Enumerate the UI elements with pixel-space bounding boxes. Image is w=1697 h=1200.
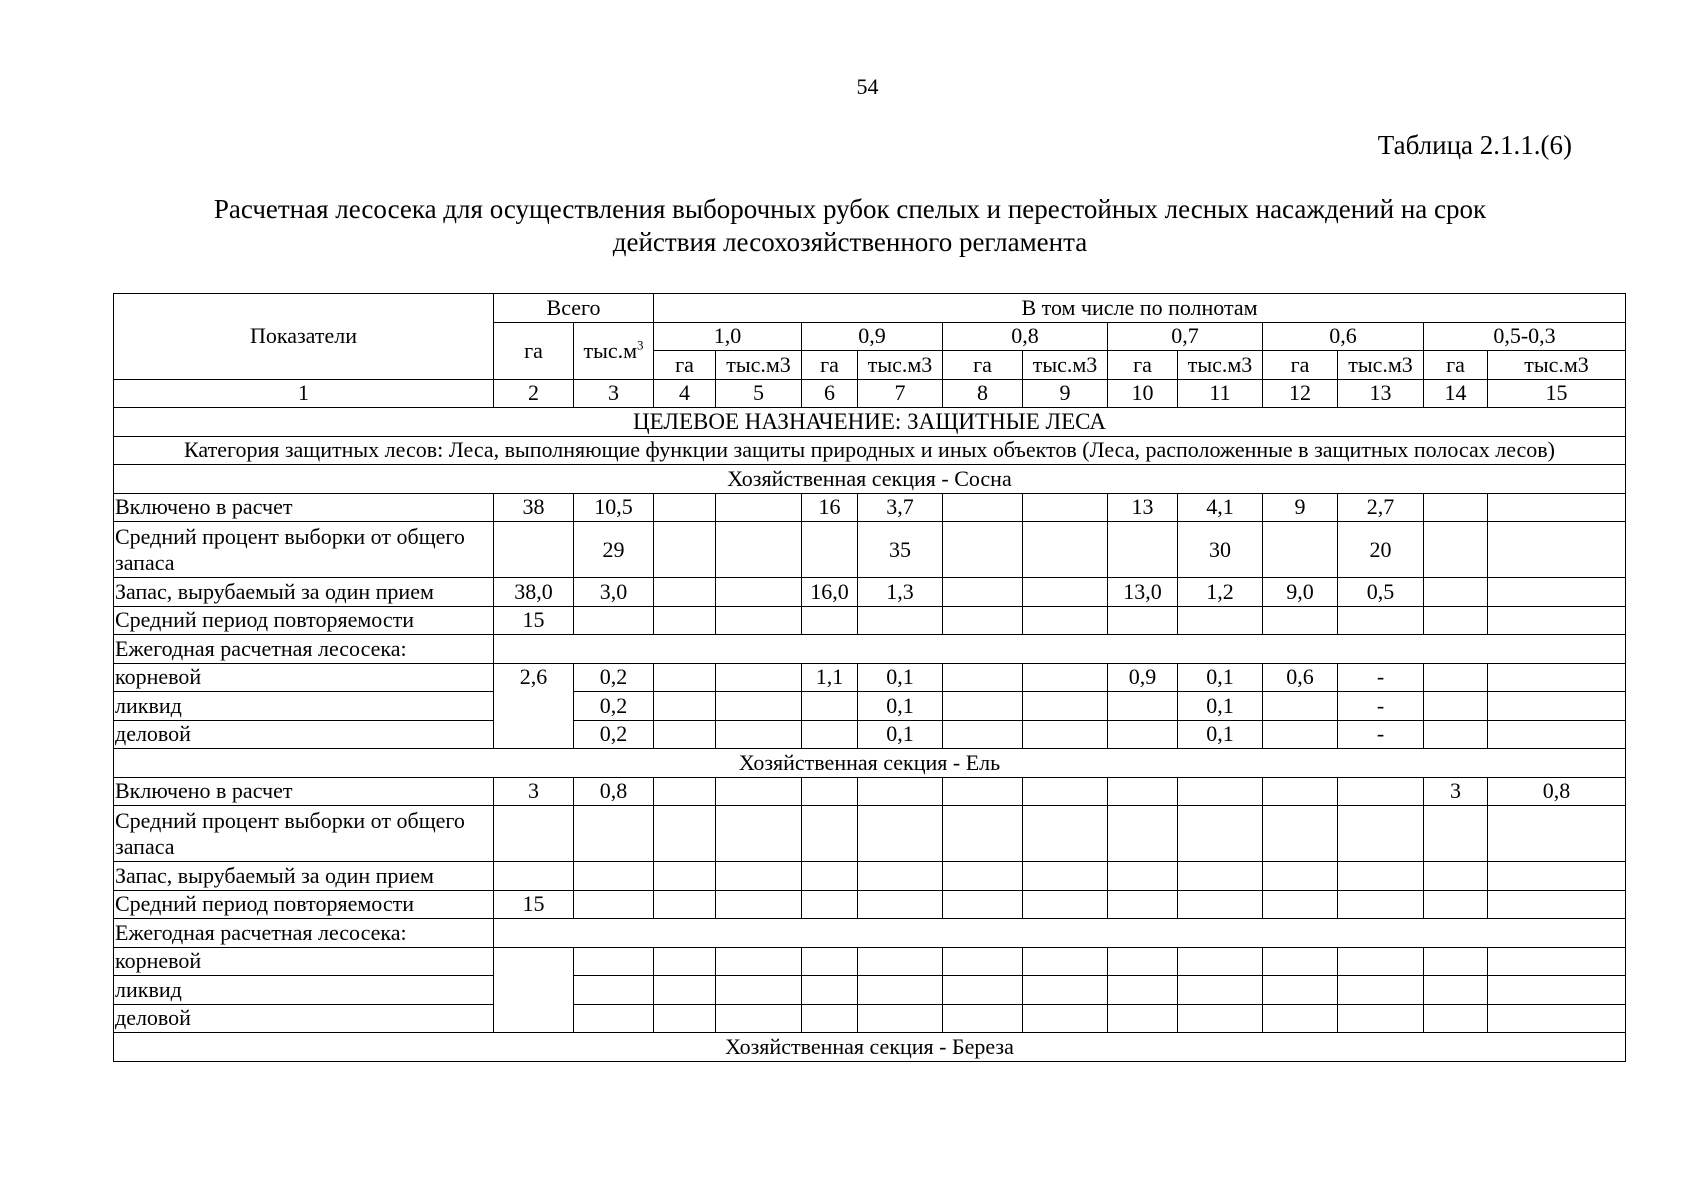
row-label: Запас, вырубаемый за один прием	[114, 578, 494, 607]
data-cell: -	[1338, 720, 1424, 749]
data-cell	[1424, 862, 1488, 891]
unit-ha: га	[943, 351, 1023, 380]
data-cell	[1488, 663, 1626, 692]
data-cell	[802, 890, 858, 919]
data-cell	[1178, 890, 1263, 919]
data-cell	[716, 1004, 802, 1033]
data-cell: 3,7	[858, 493, 943, 522]
column-number: 9	[1023, 379, 1108, 408]
purpose-row: ЦЕЛЕВОЕ НАЗНАЧЕНИЕ: ЗАЩИТНЫЕ ЛЕСА	[114, 408, 1626, 437]
unit-ha: га	[654, 351, 716, 380]
row-label: Включено в расчет	[114, 777, 494, 806]
data-cell	[716, 493, 802, 522]
data-cell	[858, 1004, 943, 1033]
data-cell	[1263, 692, 1338, 721]
data-cell	[858, 976, 943, 1005]
data-cell	[858, 777, 943, 806]
cutting-area-table	[113, 293, 1626, 1062]
data-cell	[1338, 862, 1424, 891]
unit-volume: тыс.м3	[1338, 351, 1424, 380]
data-cell	[1178, 1004, 1263, 1033]
data-cell	[1488, 1004, 1626, 1033]
table-row	[114, 1004, 1626, 1033]
data-cell	[1108, 862, 1178, 891]
category-row: Категория защитных лесов: Леса, выполняющие функции защиты природных и иных объектов (Леса, расположенные в защитных полосах лесов)	[114, 436, 1626, 465]
data-cell	[802, 522, 858, 578]
data-cell	[1023, 522, 1108, 578]
data-cell: 29	[574, 522, 654, 578]
empty-span-cell	[494, 919, 1626, 948]
data-cell	[654, 663, 716, 692]
data-cell	[654, 976, 716, 1005]
data-cell	[1263, 806, 1338, 862]
data-cell	[1023, 493, 1108, 522]
header-by-density: В том числе по полнотам	[654, 294, 1626, 323]
unit-ha: га	[1424, 351, 1488, 380]
data-cell	[1424, 890, 1488, 919]
table-row	[114, 692, 1626, 721]
data-cell	[574, 806, 654, 862]
data-cell	[1023, 720, 1108, 749]
data-cell	[716, 890, 802, 919]
data-cell: 30	[1178, 522, 1263, 578]
data-cell	[943, 578, 1023, 607]
data-cell	[858, 606, 943, 635]
table-row	[114, 720, 1626, 749]
column-number: 7	[858, 379, 943, 408]
data-cell	[716, 692, 802, 721]
data-cell	[1023, 777, 1108, 806]
data-cell	[654, 493, 716, 522]
title-line-1: Расчетная лесосека для осуществления выборочных рубок спелых и перестойных лесных насаждений на срок	[213, 194, 1487, 224]
row-label: деловой	[114, 1004, 494, 1033]
table-row	[114, 947, 1626, 976]
data-cell: 15	[494, 890, 574, 919]
data-cell: 1,3	[858, 578, 943, 607]
data-cell: 16	[802, 493, 858, 522]
density-header: 1,0	[654, 322, 802, 351]
data-cell	[943, 522, 1023, 578]
unit-volume: тыс.м3	[1178, 351, 1263, 380]
data-cell: 9,0	[1263, 578, 1338, 607]
data-cell	[802, 976, 858, 1005]
unit-volume: тыс.м3	[858, 351, 943, 380]
data-cell	[1178, 947, 1263, 976]
data-cell	[1488, 692, 1626, 721]
data-cell	[654, 522, 716, 578]
density-header: 0,7	[1108, 322, 1263, 351]
data-cell	[1263, 890, 1338, 919]
data-cell: 9	[1263, 493, 1338, 522]
density-header: 0,9	[802, 322, 943, 351]
data-cell	[858, 947, 943, 976]
column-number: 11	[1178, 379, 1263, 408]
data-cell	[716, 606, 802, 635]
header-total: Всего	[494, 294, 654, 323]
data-cell	[1338, 890, 1424, 919]
column-number: 5	[716, 379, 802, 408]
row-label: Средний период повторяемости	[114, 606, 494, 635]
data-cell: 0,5	[1338, 578, 1424, 607]
unit-volume: тыс.м3	[1023, 351, 1108, 380]
data-cell	[943, 777, 1023, 806]
row-label: корневой	[114, 663, 494, 692]
row-label: Запас, вырубаемый за один прием	[114, 862, 494, 891]
title-line-2: действия лесохозяйственного регламента	[612, 227, 1088, 257]
density-header: 0,8	[943, 322, 1108, 351]
data-cell	[1263, 862, 1338, 891]
row-label: Ежегодная расчетная лесосека:	[114, 919, 494, 948]
data-cell: 3	[1424, 777, 1488, 806]
data-cell	[943, 806, 1023, 862]
data-cell	[858, 890, 943, 919]
data-cell	[943, 862, 1023, 891]
column-number: 3	[574, 379, 654, 408]
table-row	[114, 976, 1626, 1005]
data-cell	[1424, 578, 1488, 607]
data-cell	[1424, 522, 1488, 578]
row-label: ликвид	[114, 692, 494, 721]
row-label: Средний процент выборки от общего запаса	[114, 522, 494, 578]
data-cell	[1108, 806, 1178, 862]
data-cell: 3	[494, 777, 574, 806]
data-cell	[1178, 862, 1263, 891]
data-cell	[1488, 720, 1626, 749]
row-label: ликвид	[114, 976, 494, 1005]
data-cell	[716, 522, 802, 578]
data-cell	[1263, 976, 1338, 1005]
section-title: Хозяйственная секция - Сосна	[114, 465, 1626, 494]
column-number: 10	[1108, 379, 1178, 408]
data-cell	[654, 606, 716, 635]
data-cell	[654, 578, 716, 607]
data-cell	[494, 947, 574, 1033]
data-cell	[1263, 606, 1338, 635]
data-cell	[1108, 606, 1178, 635]
column-number-row	[114, 379, 1626, 408]
section-title: Хозяйственная секция - Береза	[114, 1033, 1626, 1062]
data-cell: 2,6	[494, 663, 574, 749]
data-cell	[654, 806, 716, 862]
data-cell	[1424, 663, 1488, 692]
data-cell: 0,2	[574, 720, 654, 749]
data-cell	[716, 947, 802, 976]
data-cell	[1023, 947, 1108, 976]
data-cell	[1424, 692, 1488, 721]
column-number: 1	[114, 379, 494, 408]
data-cell	[574, 1004, 654, 1033]
data-cell: 38,0	[494, 578, 574, 607]
data-cell	[1108, 522, 1178, 578]
data-cell	[1023, 890, 1108, 919]
header-indicators: Показатели	[114, 294, 494, 380]
data-cell	[716, 578, 802, 607]
data-cell: 0,1	[858, 692, 943, 721]
row-label: Средний процент выборки от общего запаса	[114, 806, 494, 862]
document-title	[180, 193, 1520, 259]
density-header: 0,5-0,3	[1424, 322, 1626, 351]
data-cell	[574, 976, 654, 1005]
data-cell	[494, 862, 574, 891]
data-cell: 4,1	[1178, 493, 1263, 522]
data-cell	[802, 692, 858, 721]
data-cell: 0,1	[858, 663, 943, 692]
column-number: 4	[654, 379, 716, 408]
data-cell	[1424, 976, 1488, 1005]
data-cell: 15	[494, 606, 574, 635]
data-cell: 16,0	[802, 578, 858, 607]
data-cell	[654, 890, 716, 919]
data-cell	[1108, 1004, 1178, 1033]
data-cell	[1023, 663, 1108, 692]
data-cell	[802, 947, 858, 976]
data-cell	[943, 692, 1023, 721]
data-cell	[1338, 606, 1424, 635]
unit-ha: га	[802, 351, 858, 380]
data-cell	[654, 947, 716, 976]
header-total-ha: га	[494, 322, 574, 379]
data-cell	[716, 806, 802, 862]
row-label: Средний период повторяемости	[114, 890, 494, 919]
data-cell	[1424, 606, 1488, 635]
row-label: корневой	[114, 947, 494, 976]
data-cell	[1108, 692, 1178, 721]
data-cell	[858, 806, 943, 862]
data-cell	[1023, 692, 1108, 721]
data-cell	[1263, 947, 1338, 976]
data-cell	[1424, 1004, 1488, 1033]
data-cell	[1488, 578, 1626, 607]
column-number: 8	[943, 379, 1023, 408]
data-cell	[802, 720, 858, 749]
table-row	[114, 522, 1626, 578]
data-cell	[1023, 606, 1108, 635]
page-number: 54	[856, 74, 879, 99]
data-cell: 0,2	[574, 663, 654, 692]
data-cell	[654, 692, 716, 721]
data-cell	[943, 663, 1023, 692]
data-cell	[1488, 862, 1626, 891]
data-cell	[943, 1004, 1023, 1033]
data-cell	[1424, 947, 1488, 976]
data-cell	[1108, 947, 1178, 976]
data-cell	[858, 862, 943, 891]
data-cell	[494, 522, 574, 578]
data-cell	[943, 890, 1023, 919]
data-cell: 20	[1338, 522, 1424, 578]
data-cell	[802, 806, 858, 862]
data-cell	[1263, 1004, 1338, 1033]
table-row	[114, 493, 1626, 522]
unit-ha: га	[1108, 351, 1178, 380]
row-label: Включено в расчет	[114, 493, 494, 522]
data-cell	[574, 947, 654, 976]
data-cell: 0,8	[574, 777, 654, 806]
data-cell: -	[1338, 663, 1424, 692]
table-row	[114, 635, 1626, 664]
data-cell	[1178, 777, 1263, 806]
table-row	[114, 919, 1626, 948]
data-cell	[1488, 806, 1626, 862]
density-header: 0,6	[1263, 322, 1424, 351]
data-cell	[1023, 806, 1108, 862]
data-cell	[654, 1004, 716, 1033]
header-total-volume: $тыс.м^3$	[574, 322, 654, 379]
data-cell	[574, 606, 654, 635]
data-cell	[1338, 976, 1424, 1005]
data-cell	[802, 606, 858, 635]
data-cell	[1424, 806, 1488, 862]
data-cell	[802, 1004, 858, 1033]
data-cell	[943, 947, 1023, 976]
column-number: 12	[1263, 379, 1338, 408]
section-title: Хозяйственная секция - Ель	[114, 749, 1626, 778]
data-cell	[1488, 606, 1626, 635]
unit-ha: га	[1263, 351, 1338, 380]
data-cell: 0,2	[574, 692, 654, 721]
data-cell	[1424, 720, 1488, 749]
data-cell	[1338, 806, 1424, 862]
data-cell	[1178, 806, 1263, 862]
data-cell: -	[1338, 692, 1424, 721]
table-row	[114, 663, 1626, 692]
table-row	[114, 862, 1626, 891]
data-cell	[1488, 976, 1626, 1005]
data-cell	[494, 806, 574, 862]
column-number: 14	[1424, 379, 1488, 408]
data-cell	[802, 777, 858, 806]
table-row	[114, 777, 1626, 806]
data-cell	[1488, 493, 1626, 522]
data-cell	[716, 862, 802, 891]
table-row	[114, 890, 1626, 919]
data-cell	[1338, 777, 1424, 806]
data-cell	[1108, 890, 1178, 919]
column-number: 13	[1338, 379, 1424, 408]
data-cell	[716, 777, 802, 806]
column-number: 6	[802, 379, 858, 408]
data-cell: 0,1	[1178, 663, 1263, 692]
data-cell	[943, 720, 1023, 749]
data-cell	[1488, 947, 1626, 976]
data-cell	[1108, 976, 1178, 1005]
data-cell: 0,1	[1178, 720, 1263, 749]
empty-span-cell	[494, 635, 1626, 664]
data-cell: 3,0	[574, 578, 654, 607]
data-cell: 38	[494, 493, 574, 522]
data-cell	[654, 862, 716, 891]
data-cell	[574, 862, 654, 891]
data-cell	[943, 493, 1023, 522]
table-row	[114, 806, 1626, 862]
data-cell: 13,0	[1108, 578, 1178, 607]
data-cell	[716, 720, 802, 749]
data-cell	[654, 777, 716, 806]
data-cell	[1178, 606, 1263, 635]
data-cell	[1424, 493, 1488, 522]
table-row	[114, 578, 1626, 607]
data-cell	[1108, 777, 1178, 806]
data-cell: 1,1	[802, 663, 858, 692]
data-cell: 0,1	[1178, 692, 1263, 721]
data-cell	[716, 663, 802, 692]
data-cell	[1108, 720, 1178, 749]
table-reference: Таблица 2.1.1.(6)	[1377, 130, 1572, 160]
data-cell: 35	[858, 522, 943, 578]
data-cell	[1263, 720, 1338, 749]
data-cell	[1023, 976, 1108, 1005]
data-cell	[1263, 522, 1338, 578]
data-cell: 0,6	[1263, 663, 1338, 692]
data-cell: 2,7	[1338, 493, 1424, 522]
data-cell: 1,2	[1178, 578, 1263, 607]
data-cell: 0,9	[1108, 663, 1178, 692]
column-number: 15	[1488, 379, 1626, 408]
data-cell: 13	[1108, 493, 1178, 522]
row-label: деловой	[114, 720, 494, 749]
data-cell: 0,8	[1488, 777, 1626, 806]
data-cell: 0,1	[858, 720, 943, 749]
unit-volume: тыс.м3	[1488, 351, 1626, 380]
data-cell	[943, 606, 1023, 635]
column-number: 2	[494, 379, 574, 408]
data-cell	[574, 890, 654, 919]
data-cell	[1488, 522, 1626, 578]
data-cell	[1338, 947, 1424, 976]
data-cell	[1488, 890, 1626, 919]
row-label: Ежегодная расчетная лесосека:	[114, 635, 494, 664]
data-cell	[943, 976, 1023, 1005]
data-cell	[802, 862, 858, 891]
data-cell: 10,5	[574, 493, 654, 522]
data-cell	[1023, 862, 1108, 891]
data-cell	[1023, 578, 1108, 607]
data-cell	[1338, 1004, 1424, 1033]
data-cell	[1023, 1004, 1108, 1033]
unit-volume: тыс.м3	[716, 351, 802, 380]
table-row	[114, 606, 1626, 635]
data-cell	[716, 976, 802, 1005]
data-cell	[654, 720, 716, 749]
data-cell	[1263, 777, 1338, 806]
data-cell	[1178, 976, 1263, 1005]
